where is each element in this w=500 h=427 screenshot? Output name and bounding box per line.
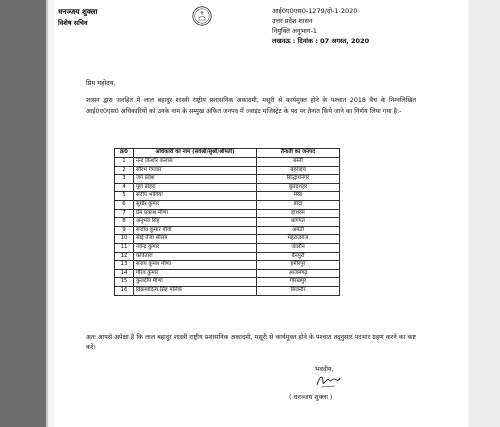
officer-name-cell: पूर्ण बोहरा: [134, 183, 257, 192]
serial-cell: 11: [115, 243, 134, 252]
table-row: [115, 158, 340, 167]
district-cell: बुलंदशहर: [257, 183, 340, 192]
district-cell: बहराइच: [257, 166, 340, 175]
table-row: [115, 278, 340, 287]
table-row: [115, 261, 340, 270]
district-cell: आजमगढ़: [257, 269, 340, 278]
table-row: [115, 243, 340, 252]
district-cell: हाथरस: [257, 209, 340, 218]
officer-name-cell: विक्रमादित्य सिंह मलिक: [134, 286, 257, 295]
table-row: [115, 218, 340, 227]
officer-name-cell: नन्द किशोर कलाल: [134, 158, 257, 167]
header-serial: क्र0: [115, 149, 134, 158]
district-cell: सिद्धार्थनगर: [257, 175, 340, 184]
sender-name: धनञ्जय शुक्ला: [58, 7, 98, 16]
officers-posting-table: [114, 148, 340, 296]
left-shadow-edge: [46, 0, 48, 427]
table-header-row: [115, 149, 340, 158]
officer-name-cell: जग प्रवेश: [134, 175, 257, 184]
district-cell: मेरठ: [257, 192, 340, 201]
serial-cell: 7: [115, 209, 134, 218]
officer-name-cell: साई तेजा सीलम: [134, 235, 257, 244]
closing-salutation: भवदीय,: [315, 366, 334, 373]
table-row: [115, 226, 340, 235]
serial-cell: 16: [115, 286, 134, 295]
officer-name-cell: संजय कुमार मीणा: [134, 261, 257, 270]
district-cell: बागपत: [257, 218, 340, 227]
body-paragraph-2: अतः आपसे अपेक्षा है कि लाल बहादुर शास्त्री राष्ट्रीय प्रशासनिक अकादमी, मसूरी से कार्यमुक्त होने के पश्चात तद्नुसार पदभार ग्रहण करने का कष्ट करें।: [86, 334, 416, 351]
section-name: नियुक्ति अनुभाग-1: [272, 27, 317, 35]
district-cell: बैनपुरी: [257, 252, 340, 261]
serial-cell: 5: [115, 192, 134, 201]
serial-cell: 9: [115, 226, 134, 235]
serial-cell: 14: [115, 269, 134, 278]
government-name: उत्तर प्रदेश शासन: [272, 17, 313, 25]
table-row: [115, 252, 340, 261]
officer-name-cell: नवेन्द्र कुमार: [134, 243, 257, 252]
district-cell: बस्ती: [257, 158, 340, 167]
district-cell: बिजनौर: [257, 286, 340, 295]
table-row: [115, 192, 340, 201]
serial-cell: 3: [115, 175, 134, 184]
salutation: प्रिय महोदय,: [86, 79, 116, 87]
officer-name-cell: गौरव कुमार: [134, 269, 257, 278]
table-row: [115, 269, 340, 278]
header-officer-name: अधिकारी का नाम (सर्वश्री/सुश्री/श्रीमती): [134, 149, 257, 158]
table-row: [115, 166, 340, 175]
serial-cell: 1: [115, 158, 134, 167]
serial-cell: 13: [115, 261, 134, 270]
table-row: [115, 209, 340, 218]
district-cell: जालौन: [257, 243, 340, 252]
officer-name-cell: प्रेम प्रकाश मीणा: [134, 209, 257, 218]
table-row: [115, 286, 340, 295]
officer-name-cell: सौरभ गंगवार: [134, 166, 257, 175]
officer-name-cell: कुलदीप मीणा: [134, 278, 257, 287]
serial-cell: 2: [115, 166, 134, 175]
header-district: तैनाती का जनपद: [257, 149, 340, 158]
officer-name-cell: कवितारा: [134, 252, 257, 261]
file-number: आई0ए0एस0-1279/दो-1-2020: [272, 7, 358, 15]
officer-name-cell: सुधीर कुमार: [134, 200, 257, 209]
table-row: [115, 235, 340, 244]
body-paragraph-1: शासन द्वारा जनहित में लाल बहादुर शास्त्री राष्ट्रीय प्रशासनिक अकादमी, मसूरी से कार्यमुक्त होने के पश्चात 2018 बैच के निम्नलिखित आई0ए0एस0 अधिकारियों को उनके नाम के सम्मुख अंकित जनपद में ज्वाइंट मजिस्ट्रेट के पद पर तैनात किये जाने का निर्णय लिया गया है:-: [86, 97, 416, 115]
right-background-strip: [470, 0, 500, 427]
serial-cell: 6: [115, 200, 134, 209]
district-cell: महराजगंज: [257, 235, 340, 244]
serial-cell: 4: [115, 183, 134, 192]
serial-cell: 10: [115, 235, 134, 244]
officer-name-cell: संदीप भागिया: [134, 192, 257, 201]
signatory-name: ( धनञ्जय शुक्ला ): [289, 394, 333, 401]
serial-cell: 12: [115, 252, 134, 261]
officer-name-cell: अनुभव सिंह: [134, 218, 257, 227]
table-row: [115, 183, 340, 192]
place-date: लखनऊ : दिनांक : 07 अगस्त, 2020: [272, 37, 370, 45]
table-row: [115, 200, 340, 209]
sender-designation: विशेष सचिव: [58, 19, 88, 27]
left-background-strip: [0, 0, 46, 427]
district-cell: अमेठी: [257, 226, 340, 235]
district-cell: गोरखपुर: [257, 278, 340, 287]
officer-name-cell: संजीव कुमार मौर्या: [134, 226, 257, 235]
handwritten-signature-icon: [315, 372, 341, 390]
reference-block: [272, 6, 369, 46]
serial-cell: 15: [115, 278, 134, 287]
serial-cell: 8: [115, 218, 134, 227]
up-government-emblem-icon: [192, 6, 212, 26]
district-cell: हमीरपुर: [257, 261, 340, 270]
district-cell: बांदा: [257, 200, 340, 209]
table-row: [115, 175, 340, 184]
